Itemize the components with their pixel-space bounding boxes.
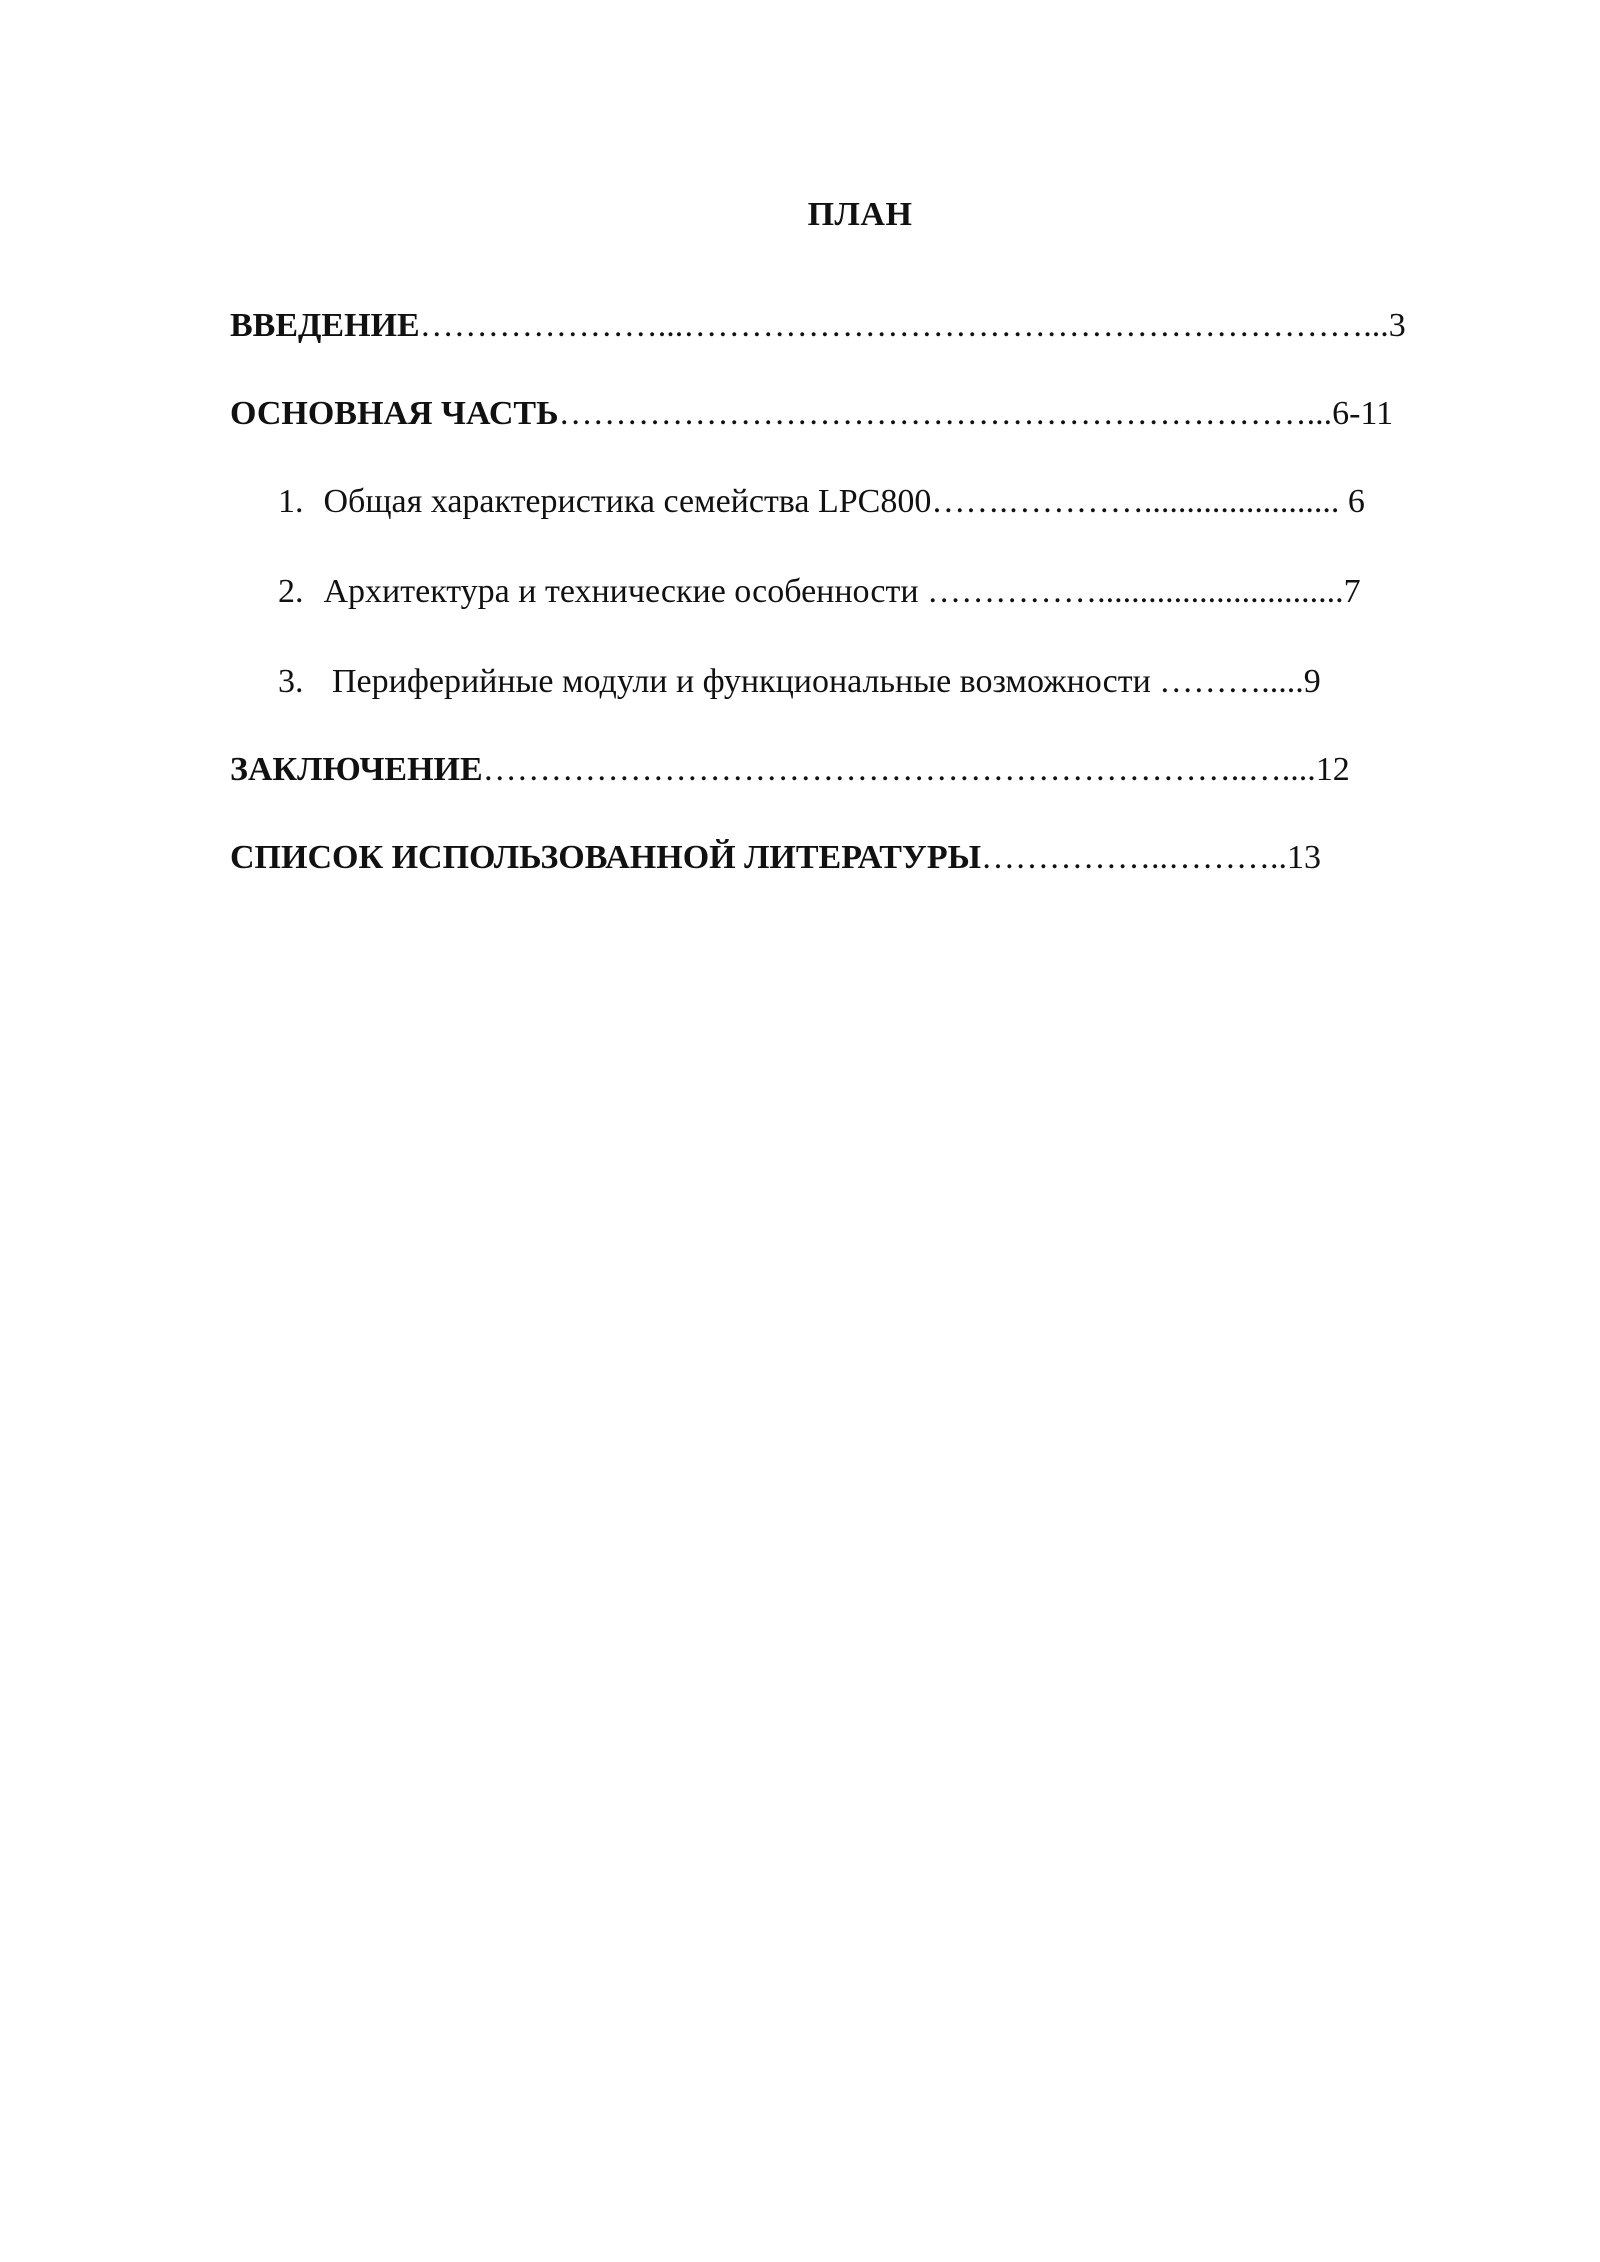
toc-item-number: 1. — [278, 483, 304, 520]
toc-entry-main-part — [230, 394, 1393, 434]
toc-dot-leader: …………………...……………………………………………………... — [419, 307, 1389, 344]
toc-page-number: 6 — [1339, 483, 1365, 520]
page-title: ПЛАН — [807, 196, 913, 233]
toc-entry-introduction — [230, 306, 1406, 346]
toc-entry-bibliography — [230, 838, 1321, 878]
toc-subentry-2 — [278, 572, 1361, 612]
toc-dot-leader: ……………..……….. — [981, 839, 1287, 876]
toc-heading-label: ЗАКЛЮЧЕНИЕ — [230, 751, 483, 788]
toc-dot-leader: …………………………………………………………... — [558, 395, 1333, 432]
toc-subentry-1 — [278, 482, 1365, 522]
toc-dot-leader: ………..... — [1150, 663, 1304, 700]
toc-subentry-3 — [278, 662, 1321, 702]
toc-heading-label: ОСНОВНАЯ ЧАСТЬ — [230, 395, 559, 432]
toc-page-number: 3 — [1388, 307, 1406, 344]
toc-page-number: 9 — [1303, 663, 1321, 700]
toc-item-label: Периферийные модули и функциональные возможности — [323, 663, 1151, 700]
toc-item-number: 2. — [278, 573, 304, 610]
toc-page-number: 12 — [1315, 751, 1350, 788]
toc-item-label: Общая характеристика семейства LPC800 — [323, 483, 932, 520]
toc-heading-label: ВВЕДЕНИЕ — [230, 307, 420, 344]
toc-item-number: 3. — [278, 663, 304, 700]
toc-heading-label: СПИСОК ИСПОЛЬЗОВАННОЙ ЛИТЕРАТУРЫ — [230, 839, 981, 876]
toc-page-number: 6-11 — [1332, 395, 1394, 432]
toc-item-label: Архитектура и технические особенности — [323, 573, 919, 610]
toc-page-number: 7 — [1343, 573, 1361, 610]
toc-dot-leader: …………………………………………………………..….... — [482, 751, 1316, 788]
toc-page-number: 13 — [1287, 839, 1321, 876]
toc-dot-leader: …….…………....................... — [931, 483, 1340, 520]
toc-dot-leader: ……………............................. — [918, 573, 1344, 610]
toc-entry-conclusion — [230, 750, 1350, 790]
